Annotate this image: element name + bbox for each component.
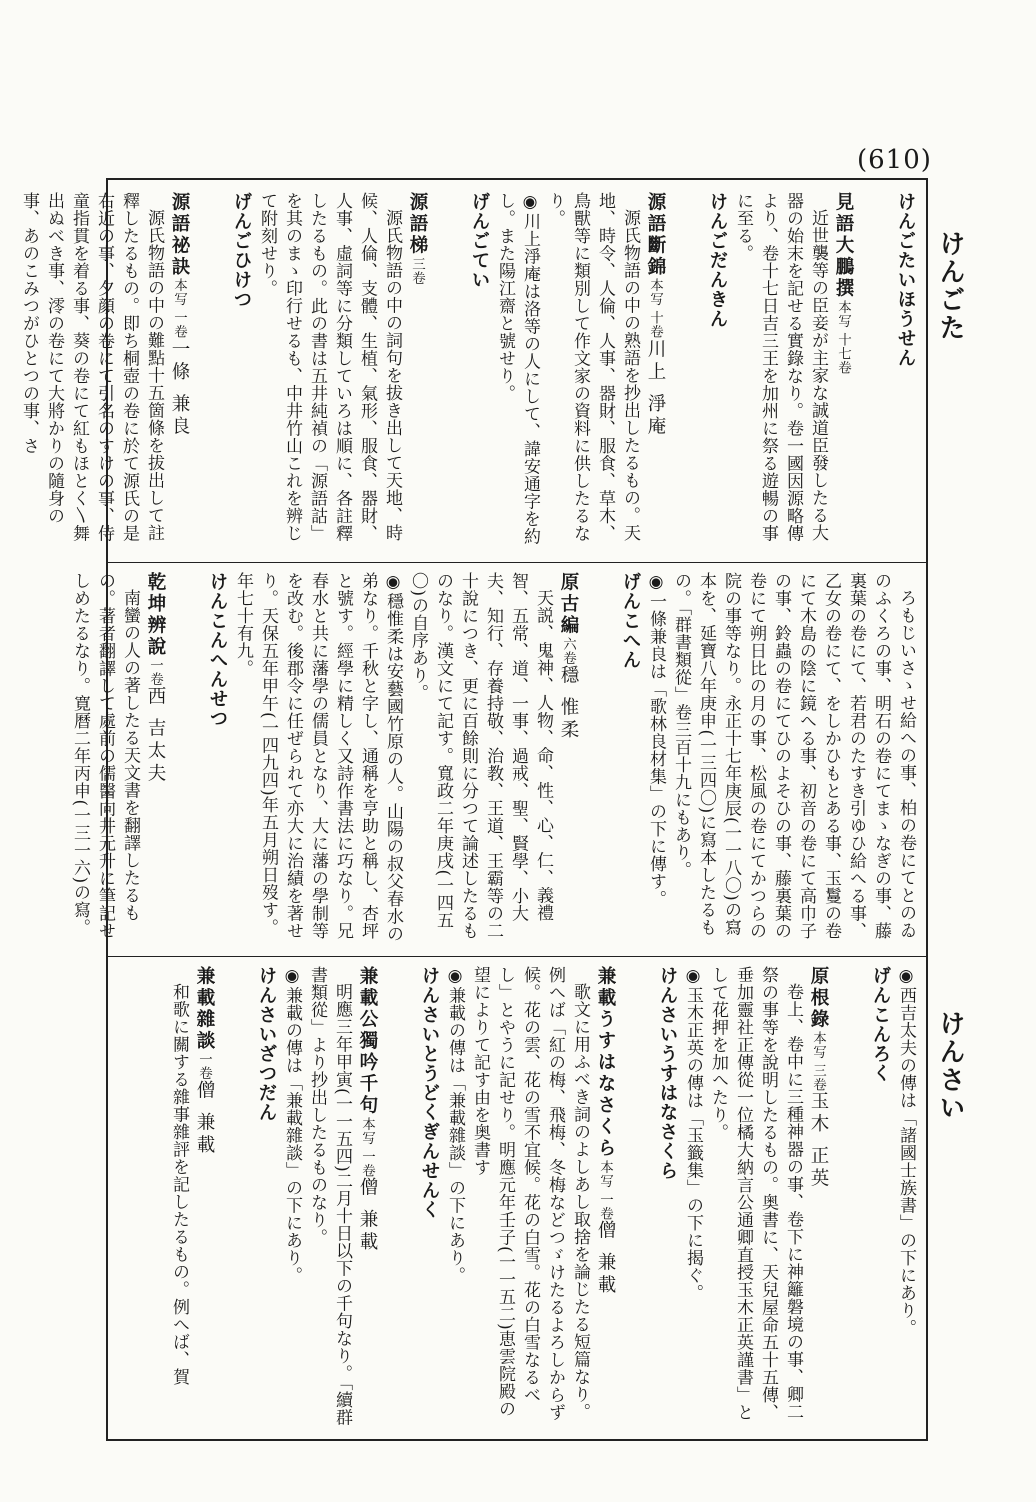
entry-note: ◉一條兼良は「歌林良材集」の下に傳す。 xyxy=(646,572,666,908)
section-text xyxy=(70,572,918,950)
entry-title-line xyxy=(642,192,705,554)
entry-volumes: 六卷 xyxy=(560,636,576,665)
entry-title: 原古編 xyxy=(558,572,579,637)
entry-author: 僧 兼載 xyxy=(357,1177,378,1255)
entry-description: 源氏物語の中の詞句を拔き出して天地、時候、人倫、支體、生植、氣形、服食、器財、人事、虛詞等に分類していろは順に、各註釋したるもの。此の書は五井純禎の「源語詁」を其のまゝ印行せるも、中井竹山これを辨じて附刻せり。 xyxy=(257,192,402,542)
section-text xyxy=(122,966,918,1428)
entry-heading: けんごたいほうせん xyxy=(895,192,916,368)
entry-author: 穩 惟柔 xyxy=(558,664,579,742)
entry-volumes: 本写 一卷 xyxy=(359,1116,375,1178)
entry-author: 一條 兼良 xyxy=(169,338,190,439)
entry-title: 兼載雜談 xyxy=(194,966,215,1052)
entry-author: 川上 淨庵 xyxy=(645,338,666,439)
entry-description: 源氏物語の中の難點十五箇條を拔出して註釋したるもの。即ち桐壺の卷に於て源氏の是右近の事、夕顔の卷にて引名のすけの事、侍童指貫を着る事、葵の卷にて紅もほとく〵舞出ぬべき事、澪の卷にて大將かりの隨身の事、あのこみつがひとつの事、さ xyxy=(19,192,164,542)
entry-note: ◉兼載の傳は「兼載雜談」の下にあり。 xyxy=(282,966,302,1284)
entry-description: 近世襲等の臣妾が主家な誠道臣發したる大器の始末を記せる實錄なり。卷一國因源略傳より、卷十七日吉三王を加州に祭る遊暢の事に至る。 xyxy=(733,192,828,542)
entry-heading: げんごひけつ xyxy=(231,192,252,309)
dictionary-entry xyxy=(67,572,230,950)
entry-author: 僧 兼載 xyxy=(595,1220,616,1298)
entry-heading: げんこへん xyxy=(620,572,641,670)
entry-note: ◉川上淨庵は洛等の人にして、諱安通字を約し。また陽江齋と號せり。 xyxy=(495,192,540,545)
entry-title-line xyxy=(592,966,655,1428)
entry-description: 歌文に用ふべき詞のよしあし取捨を論じたる短篇なり。例へば「紅の梅、飛梅、冬梅などつゞけたるよろしからず候。花の雲、花の雪不宜候。花の白雪。花の白雪なるべし」とやうに記せり。明應元年壬子(一一五二)恵雲院殿の望によりて記す由を奥書す xyxy=(470,966,590,1421)
entry-heading: けんこんへんせつ xyxy=(207,572,228,728)
entry-author: 僧 兼載 xyxy=(194,1080,215,1158)
running-head-bottom: けんさい xyxy=(935,1010,965,1122)
entry-volumes: 本写 十卷 xyxy=(647,278,663,339)
entry-title: 源語斷錦 xyxy=(645,192,666,278)
entry-heading: けんさいうすはなさくら xyxy=(657,966,678,1181)
page-number: (610) xyxy=(857,145,932,175)
dictionary-entry xyxy=(230,572,643,950)
entry-title: 見語大鵬撰 xyxy=(833,192,854,300)
dictionary-entry xyxy=(893,966,918,1428)
entry-note: ◉玉木正英の傳は「玉籤集」の下に揭ぐ。 xyxy=(683,966,703,1302)
dictionary-entry xyxy=(279,966,442,1428)
entry-title: 源語梯 xyxy=(407,192,428,257)
entry-heading: けんさいとうどくぎんせんく xyxy=(419,966,440,1220)
dictionary-entry xyxy=(492,192,730,554)
entry-title-line xyxy=(166,192,229,554)
entry-description: ろもじいさゝせ給への事、柏の卷にてとのゐのふくろの事、明石の卷にてまゝなぎの事、藤裏葉の卷にて、若君のたすき引ゆひ給へる事、乙女の卷にて、をしかひもとある事、玉鬘の卷にて木島の陰に鏡へる事、初音の卷にて高巾子の事、鈴蟲の卷にてひのよそひの事、藤裏葉の卷にて朔日比の月の事、松風の卷にてかつらの院の事等なり。永正十七年庚辰(一一八〇)の寫本を、延寶八年庚申(一三四〇)に寫本したるもの。「群書類從」卷三百十九にもあり。 xyxy=(671,572,916,940)
entry-heading: げんこんろく xyxy=(870,966,891,1083)
dictionary-entry xyxy=(680,966,893,1428)
entry-description: 卷上、卷中に三種神器の事、卷下に神籬磐境の事、卿二祭の事等を說明したるもの。奥書に、天兒屋命五十五傳、垂加靈社正傳從一位橘大納言公通卿直授玉木正英謹書」として花押を加へたり。 xyxy=(708,966,803,1421)
entry-title: 源語祕訣 xyxy=(169,192,190,278)
dictionary-entry xyxy=(643,572,918,950)
dictionary-entry xyxy=(166,966,279,1428)
section-divider xyxy=(107,562,927,563)
entry-title-line xyxy=(354,966,417,1428)
section-upper xyxy=(19,192,918,554)
dictionary-entry xyxy=(16,192,254,554)
entry-description: 和歌に關する雜事雜評を記したるもの。例へば、賀 xyxy=(169,983,189,1386)
dictionary-entry xyxy=(442,966,680,1428)
entry-volumes: 本写 三卷 xyxy=(810,1030,826,1092)
entry-title: 原根錄 xyxy=(808,966,829,1031)
entry-title-line xyxy=(142,572,205,950)
entry-description: 明應三年甲寅(一一五四)二月十日以下の千句なり。「續群書類從」より抄出したるものなり。 xyxy=(307,966,352,1427)
dictionary-entry xyxy=(730,192,918,554)
entry-title: 兼載公獨吟千句 xyxy=(357,966,378,1117)
entry-title-line xyxy=(805,966,868,1428)
entry-volumes: 本写 十七卷 xyxy=(835,299,851,375)
entry-heading: けんごだんきん xyxy=(707,192,728,329)
entry-description: 南蠻の人の著したる天文書を翻譯したるもの。著者翻譯して處前の儒醫向井元升に筆記せしめたるなり。寛曆二年丙申(一三一六)の寫。 xyxy=(70,572,140,940)
dictionary-entry xyxy=(254,192,492,554)
section-text xyxy=(19,192,918,554)
entry-note: ◉穩惟柔は安藝國竹原の人。山陽の叔父春水の弟なり。千秋と字し、通稱を亨助と稱し、杏坪と號す。經學に精しく又詩作書法に巧なり。兄春水と共に藩學の儒員となり、大に藩の學制等を改む。後郡令に任ぜられて亦大に治績を著せり。天保五年甲午(一四九四)年五月朔日歿す。年七十有九。 xyxy=(233,572,403,943)
section-lower xyxy=(122,966,918,1428)
entry-title-line xyxy=(191,966,254,1428)
entry-title: 兼載うすはなさくら xyxy=(595,966,616,1160)
entry-description: 源氏物語の中の熟語を抄出したるもの。天地、時令、人倫、人事、器財、服食、草木、鳥獸等に類別して作文家の資料に供したるなり。 xyxy=(545,192,640,542)
section-middle xyxy=(70,572,918,950)
entry-volumes: 本写 一卷 xyxy=(171,278,187,339)
section-divider xyxy=(107,956,927,957)
running-head-top: けんごた xyxy=(935,230,965,342)
entry-volumes: 本写 一卷 xyxy=(597,1159,613,1221)
entry-description: 天説、鬼神、人物、命、性、心、仁、義禮智、五常、道、一事、過戒、聖、賢學、小大夫、知行、存養持敬、治教、王道、王霸等の二十說につき、更に百餘則に分つて論述したるものなり。漢文にて記す。寬政二年庚戌(一四五〇)の自序あり。 xyxy=(408,572,553,940)
entry-author: 西 吉太夫 xyxy=(145,686,166,786)
entry-title: 乾坤辨說 xyxy=(145,572,166,658)
entry-heading: げんごてい xyxy=(469,192,490,290)
entry-volumes: 一卷 xyxy=(196,1052,212,1080)
entry-volumes: 一卷 xyxy=(147,658,163,686)
entry-note: ◉兼載の傳は「兼載雜談」の下にあり。 xyxy=(445,966,465,1284)
entry-note: ◉西吉太夫の傳は「諸國士族書」の下にあり。 xyxy=(896,966,916,1337)
entry-volumes: 三卷 xyxy=(409,256,425,285)
entry-heading: けんさいざつだん xyxy=(256,966,277,1122)
entry-title-line xyxy=(404,192,467,554)
entry-author: 玉木 正英 xyxy=(808,1091,829,1192)
entry-title-line xyxy=(555,572,618,950)
entry-title-line xyxy=(830,192,893,554)
